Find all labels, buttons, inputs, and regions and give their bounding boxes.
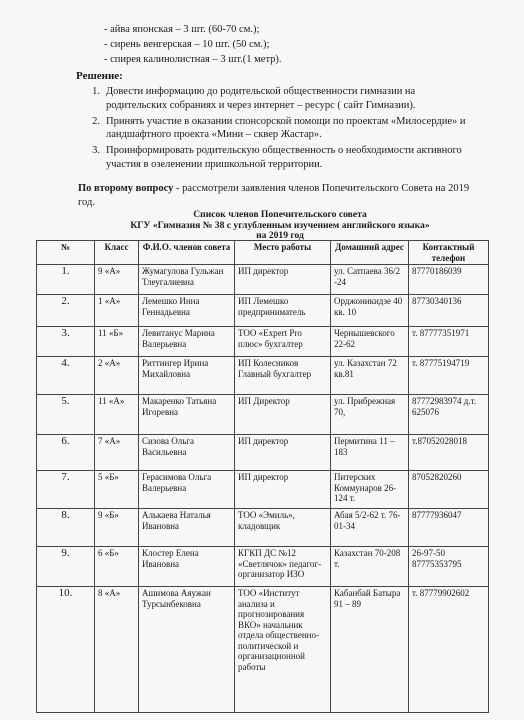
cell-class: 8 «А» <box>95 587 139 713</box>
cell-num: 8. <box>37 509 95 547</box>
list-subtitle: КГУ «Гимназия № 38 с углубленным изучением английского языка» <box>130 219 430 231</box>
cell-address: Казахстан 70-208 т. <box>331 547 409 587</box>
cell-class: 11 «А» <box>95 395 139 435</box>
cell-phone: 87052820260 <box>409 471 489 509</box>
table-row <box>37 327 489 357</box>
cell-address: ул. Сатпаева 36/2 -24 <box>331 265 409 295</box>
table-row <box>37 547 489 587</box>
cell-class: 11 «Б» <box>95 327 139 357</box>
solution-text: Проинформировать родительскую общественность о необходимости активного участия в озеленении пришкольной территории. <box>106 145 462 170</box>
cell-phone: т. 87777351971 <box>409 327 489 357</box>
header-num: № <box>37 241 95 265</box>
table-row <box>37 295 489 327</box>
cell-name: Герасимова Ольга Валерьевна <box>139 471 235 509</box>
cell-name: Алькаева Наталья Ивановна <box>139 509 235 547</box>
plant-item: - спирея калинолистная – 3 шт.(1 метр). <box>104 54 282 65</box>
table-header-row <box>37 241 489 265</box>
cell-phone: 87770186039 <box>409 265 489 295</box>
cell-name: Жумагулова Гульжан Тлеугалиевна <box>139 265 235 295</box>
header-phone: Контактный телефон <box>409 241 489 265</box>
list-year: на 2019 год <box>256 230 304 241</box>
cell-phone: т. 87779902602 <box>409 587 489 713</box>
cell-name: Ашимова Аяужан Турсынбековна <box>139 587 235 713</box>
table-row <box>37 471 489 509</box>
plant-list <box>104 22 282 67</box>
cell-address: Абая 5/2-62 т. 76-01-34 <box>331 509 409 547</box>
second-question-text: - рассмотрели заявления членов Попечительского Совета на 2019 год. <box>78 183 470 208</box>
solution-item <box>78 115 478 143</box>
list-titles <box>60 210 500 242</box>
cell-name: Лемешко Инна Геннадьевна <box>139 295 235 327</box>
cell-phone: т.87052028018 <box>409 435 489 471</box>
solution-item <box>78 85 478 113</box>
members-table <box>36 240 489 713</box>
cell-work: КГКП ДС №12 «Светлячок» педагог-организатор ИЗО <box>235 547 331 587</box>
cell-name: Риттингер Ирина Михайловна <box>139 357 235 395</box>
cell-name: Сизова Ольга Васильевна <box>139 435 235 471</box>
table-row <box>37 587 489 713</box>
cell-address: ул. Казахстан 72 кв.81 <box>331 357 409 395</box>
cell-num: 2. <box>37 295 95 327</box>
table-row <box>37 357 489 395</box>
cell-phone: т. 87775194719 <box>409 357 489 395</box>
cell-num: 3. <box>37 327 95 357</box>
cell-num: 1. <box>37 265 95 295</box>
cell-work: ИП директор <box>235 265 331 295</box>
cell-work: ИП Директор <box>235 395 331 435</box>
solution-heading: Решение: <box>76 70 123 82</box>
cell-num: 7. <box>37 471 95 509</box>
solution-number: 1. <box>92 86 100 97</box>
cell-class: 5 «Б» <box>95 471 139 509</box>
cell-work: ИП директор <box>235 471 331 509</box>
cell-num: 10. <box>37 587 95 713</box>
cell-num: 4. <box>37 357 95 395</box>
cell-num: 9. <box>37 547 95 587</box>
cell-address: Пермитина 11 – 183 <box>331 435 409 471</box>
cell-work: ТОО «Институт анализа и прогнозирования ВКО» начальник отдела общественно-политической и организационной работы <box>235 587 331 713</box>
cell-phone: 87730340136 <box>409 295 489 327</box>
cell-work: ИП Колесников Главный бухгалтер <box>235 357 331 395</box>
cell-address: Кабанбай Батыра 91 – 89 <box>331 587 409 713</box>
solution-item <box>78 144 478 172</box>
header-work: Место работы <box>235 241 331 265</box>
solution-text: Принять участие в оказании спонсорской помощи по проектам «Милосердие» и ландшафтного проекта «Мини – сквер Жастар». <box>106 115 466 141</box>
cell-num: 5. <box>37 395 95 435</box>
cell-work: ИП директор <box>235 435 331 471</box>
cell-address: Чернышевского 22-62 <box>331 327 409 357</box>
solution-number: 3. <box>92 145 100 157</box>
cell-class: 6 «Б» <box>95 547 139 587</box>
cell-address: Питерских Коммунаров 26-124 т. <box>331 471 409 509</box>
cell-class: 9 «А» <box>95 265 139 295</box>
cell-address: Орджоникидзе 40 кв. 10 <box>331 295 409 327</box>
cell-name: Клостер Елена Ивановна <box>139 547 235 587</box>
cell-class: 2 «А» <box>95 357 139 395</box>
cell-class: 9 «Б» <box>95 509 139 547</box>
cell-name: Левитанус Марина Валерьевна <box>139 327 235 357</box>
cell-class: 7 «А» <box>95 435 139 471</box>
table-row <box>37 395 489 435</box>
cell-phone: 87772983974 д.т. 625076 <box>409 395 489 435</box>
solution-list <box>78 85 478 174</box>
cell-work: ИП Лемешко предприниматель <box>235 295 331 327</box>
cell-name: Макаренко Татьяна Игоревна <box>139 395 235 435</box>
plant-item: - айва японская – 3 шт. (60-70 см.); <box>104 24 260 35</box>
solution-text: Довести информацию до родительской общественности гимназии на родительских собраниях и через интернет – ресурс ( сайт Гимназии). <box>106 86 416 111</box>
header-name: Ф.И.О. членов совета <box>139 241 235 265</box>
header-address: Домашний адрес <box>331 241 409 265</box>
cell-phone: 26-97-50 87775353795 <box>409 547 489 587</box>
header-class: Класс <box>95 241 139 265</box>
cell-phone: 87777936047 <box>409 509 489 547</box>
plant-item: - сирень венгерская – 10 шт. (50 см.); <box>104 39 270 50</box>
cell-class: 1 «А» <box>95 295 139 327</box>
list-title: Список членов Попечительского совета <box>193 209 367 220</box>
table-row <box>37 265 489 295</box>
solution-number: 2. <box>92 115 100 127</box>
cell-num: 6. <box>37 435 95 471</box>
cell-address: ул. Прибрежная 70, <box>331 395 409 435</box>
second-question-paragraph <box>78 182 478 209</box>
cell-work: ТОО «Эмиль», кладовщик <box>235 509 331 547</box>
table-row <box>37 435 489 471</box>
table-row <box>37 509 489 547</box>
cell-work: ТОО «Expert Pro плюс» бухгалтер <box>235 327 331 357</box>
second-question-label: По второму вопросу <box>78 183 174 194</box>
